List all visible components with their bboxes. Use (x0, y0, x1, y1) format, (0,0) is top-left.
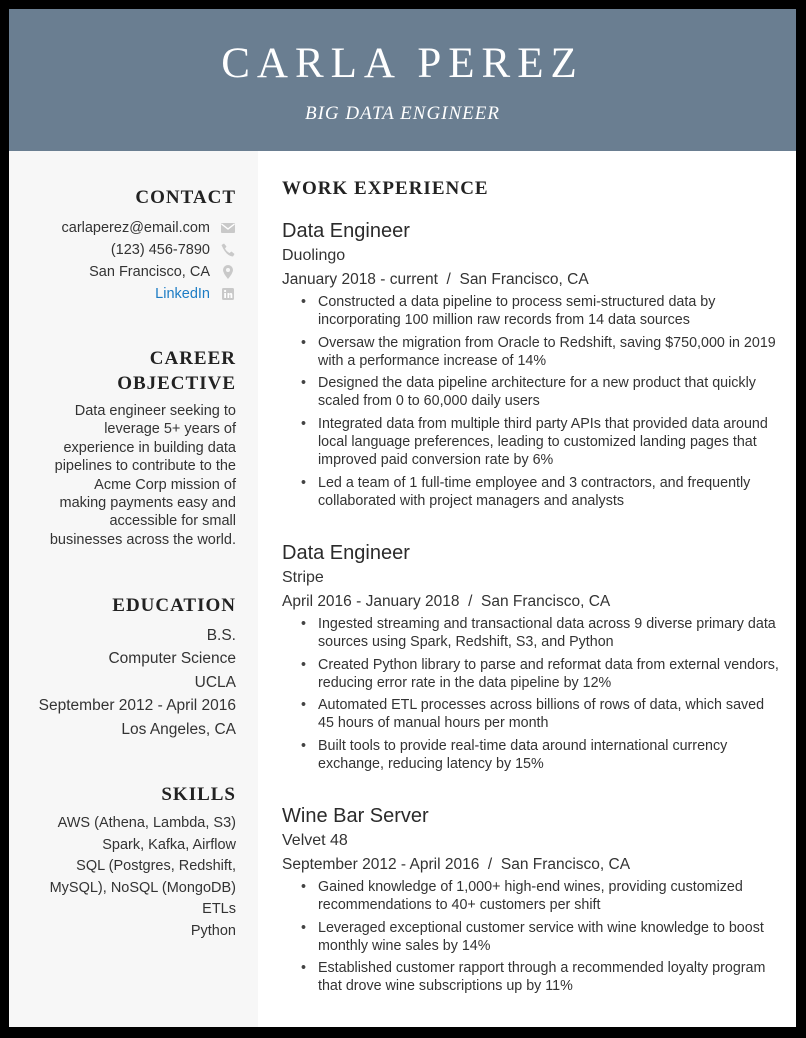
job-bullet: • Established customer rapport through a recommended loyalty program that drove wine subscriptions up by 11% (318, 959, 782, 996)
sidebar (9, 151, 258, 1027)
objective-heading-line2: OBJECTIVE (117, 373, 236, 394)
education-location: Los Angeles, CA (121, 720, 236, 738)
objective-line: pipelines to contribute to the (54, 458, 236, 475)
phone-text[interactable]: (123) 456-7890 (110, 242, 210, 258)
skill-item: SQL (Postgres, Redshift, (76, 858, 236, 874)
job-bullet: • Built tools to provide real-time data around international currency exchange, reducing latency by 15% (318, 737, 782, 774)
job-company: Stripe (282, 569, 324, 586)
job-bullet: • Automated ETL processes across billions of rows of data, which saved 45 hours of manual hours per month (318, 696, 782, 733)
job-bullets (282, 615, 782, 773)
objective-line: accessible for small (109, 513, 236, 530)
linkedin-link[interactable]: LinkedIn (155, 286, 210, 302)
resume-header (9, 9, 796, 151)
objective-line: Data engineer seeking to (74, 403, 236, 419)
objective-line: making payments easy and (59, 495, 236, 512)
job-bullet: • Leveraged exceptional customer service with wine knowledge to boost monthly wine sales by 14% (318, 919, 782, 956)
skill-item: Spark, Kafka, Airflow (102, 836, 236, 853)
job-company: Velvet 48 (282, 832, 348, 849)
resume-page (9, 9, 796, 1027)
job-title: Data Engineer (282, 220, 410, 242)
job-entry (282, 540, 782, 777)
candidate-title: BIG DATA ENGINEER (304, 103, 500, 124)
contact-location (9, 261, 236, 283)
envelope-icon (220, 220, 236, 236)
job-title: Data Engineer (282, 542, 410, 564)
job-bullet: • Led a team of 1 full-time employee and 3 contractors, and frequently collaborated with project managers and analysts (318, 474, 782, 511)
objective-line: businesses across the world. (49, 531, 236, 548)
skills-section (9, 782, 236, 942)
job-bullets (282, 878, 782, 996)
job-bullet: • Created Python library to parse and reformat data from external vendors, reducing error rate in the data pipeline by 12% (318, 656, 782, 693)
skill-item: Python (190, 922, 236, 939)
contact-phone[interactable] (9, 239, 236, 261)
objective-section (9, 346, 236, 549)
linkedin-icon[interactable] (220, 286, 236, 302)
contact-email[interactable] (9, 217, 236, 239)
job-bullet: • Oversaw the migration from Oracle to Redshift, saving $750,000 in 2019 with a performance increase of 14% (318, 334, 782, 371)
job-bullets (282, 293, 782, 510)
objective-line: experience in building data (63, 439, 236, 456)
email-text[interactable]: carlaperez@email.com (61, 220, 210, 236)
education-dates: September 2012 - April 2016 (38, 697, 236, 715)
job-bullet: • Constructed a data pipeline to process semi-structured data by incorporating 100 million raw records from 14 data sources (318, 293, 782, 330)
job-company: Duolingo (282, 247, 346, 264)
skills-heading: SKILLS (161, 784, 236, 805)
objective-line: Acme Corp mission of (94, 476, 236, 493)
phone-icon (220, 242, 236, 258)
job-bullet: • Designed the data pipeline architecture for a new product that quickly scaled from 0 to 60,000 daily users (318, 374, 782, 411)
map-pin-icon (220, 264, 236, 280)
job-entry (282, 803, 782, 1000)
job-dates-location: April 2016 - January 2018 / San Francisco, CA (282, 593, 611, 610)
job-bullet: • Ingested streaming and transactional data across 9 diverse primary data sources using Spark, Redshift, S3, and Python (318, 615, 782, 652)
education-major: Computer Science (108, 650, 236, 668)
education-heading: EDUCATION (112, 595, 236, 616)
objective-heading-line1: CAREER (149, 348, 236, 369)
education-school: UCLA (194, 673, 236, 691)
work-experience-heading: WORK EXPERIENCE (282, 178, 489, 199)
job-entry (282, 218, 782, 514)
job-title: Wine Bar Server (282, 805, 429, 827)
contact-linkedin[interactable] (9, 283, 236, 305)
candidate-name: CARLA PEREZ (221, 40, 584, 87)
skill-item: AWS (Athena, Lambda, S3) (57, 815, 236, 831)
location-text: San Francisco, CA (89, 264, 210, 280)
education-degree: B.S. (206, 627, 236, 644)
skill-item: ETLs (202, 901, 236, 917)
skill-item: MySQL), NoSQL (MongoDB) (49, 879, 236, 896)
job-dates-location: January 2018 - current / San Francisco, CA (282, 271, 589, 288)
job-bullet: • Integrated data from multiple third party APIs that provided data around local language preferences, leading to customized landing pages that improved paid conversion rate by 6% (318, 415, 782, 470)
job-bullet: • Gained knowledge of 1,000+ high-end wines, providing customized recommendations to 40+ customers per shift (318, 878, 782, 915)
objective-line: leverage 5+ years of (104, 421, 236, 438)
education-section (9, 593, 236, 741)
contact-heading: CONTACT (135, 187, 236, 208)
job-dates-location: September 2012 - April 2016 / San Francisco, CA (282, 856, 631, 873)
contact-section (9, 185, 236, 305)
